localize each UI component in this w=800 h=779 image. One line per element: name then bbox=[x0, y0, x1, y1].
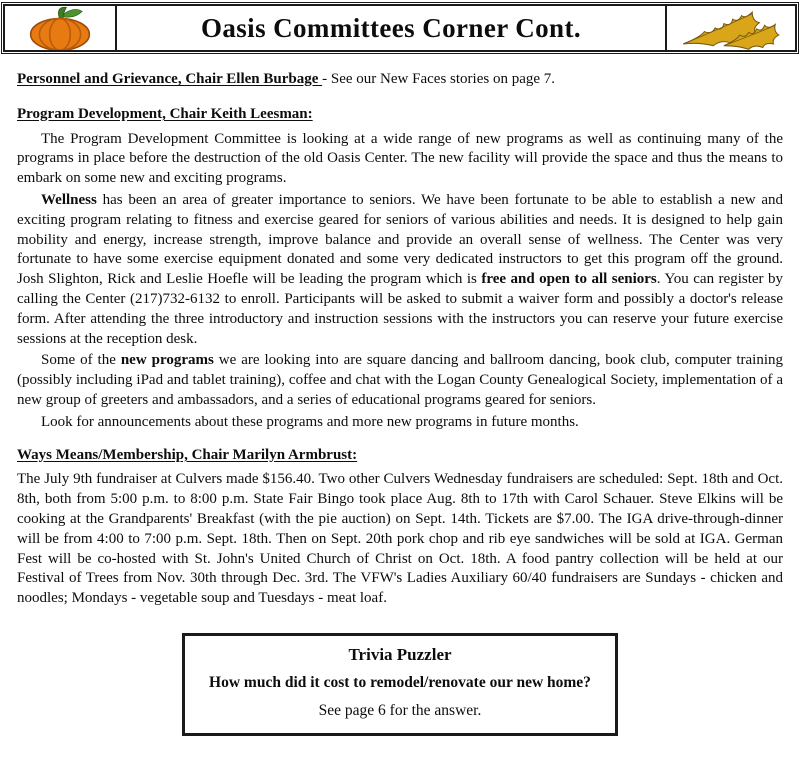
newsletter-page bbox=[0, 4, 800, 779]
program-paragraph-announcements: Look for announcements about these programs and more new programs in future months. bbox=[41, 413, 579, 430]
personnel-grievance-heading: Personnel and Grievance, Chair Ellen Burbage bbox=[17, 71, 323, 87]
trivia-answer: See page 6 for the answer. bbox=[318, 701, 482, 719]
newsletter-body bbox=[0, 52, 800, 736]
personnel-grievance-text: - See our New Faces stories on page 7. bbox=[322, 71, 556, 87]
trivia-question: How much did it cost to remodel/renovate our new home? bbox=[209, 674, 591, 692]
trivia-puzzler-box bbox=[182, 633, 618, 736]
program-paragraph-1: The Program Development Committee is looking at a wide range of new programs as well as continuing many of the programs in place before the destruction of the old Oasis Center. The new facility will provide the space and thus the means to embark on some new and exciting programs. bbox=[17, 130, 783, 187]
ways-means-paragraph: The July 9th fundraiser at Culvers made $156.40. Two other Culvers Wednesday fundraisers are scheduled: Sept. 18th and Oct. 8th, both from 5:00 p.m. to 8:00 p.m. State Fair Bingo took place Aug. 8th to 17th with Carol Schauer. Steve Elkins will be cooking at the Grandparents' Breakfast (with the pie auction) on Sept. 14th. Tickets are $7.00. The IGA drive-through-dinner will be from 4:00 to 7:00 p.m. Sept. 18th. Then on Sept. 20th pork chop and rib eye sandwiches will be sold at IGA. German Fest will be co-hosted with St. John's United Church of Christ on Oct. 18th. A food pantry collection will be held at our Festival of Trees from Nov. 30th through Dec. 3rd. The VFW's Ladies Auxiliary 60/40 fundraisers are Sundays - chicken and noodles; Mondays - vegetable soup and Tuesdays - meat loaf. bbox=[17, 471, 783, 607]
pumpkin-icon bbox=[5, 6, 117, 50]
program-paragraph-wellness: Wellness has been an area of greater importance to seniors. We have been fortunate to be able to establish a new and exciting program relating to fitness and exercise geared for seniors of various abilities and needs. It is designed to help gain mobility and energy, increase strength, improve balance and provide an overall sense of wellness. The Center was very fortunate to have some exercise equipment donated and some very dedicated instructors to get this program off the ground. Josh Slighton, Rick and Leslie Hoefle will be leading the program which is free and open to all seniors. You can register by calling the Center (217)732-6132 to enroll. Participants will be asked to submit a waiver form and possibly a doctor's release form. After attending the three introductory and instruction sessions with the instructors you can reserve your future exercise sessions at the reception desk. bbox=[17, 191, 783, 347]
page-title: Oasis Committees Corner Cont. bbox=[200, 12, 582, 43]
personnel-grievance-line bbox=[17, 70, 783, 90]
masthead bbox=[3, 4, 797, 52]
masthead-title-cell bbox=[117, 6, 665, 50]
trivia-title: Trivia Puzzler bbox=[348, 644, 452, 664]
program-paragraph-new-programs: Some of the new programs we are looking into are square dancing and ballroom dancing, book club, computer training (possibly including iPad and tablet training), coffee and chat with the Logan County Genealogical Society, implementation of a new group of greeters and ambassadors, and a series of educational programs geared for seniors. bbox=[17, 352, 783, 408]
autumn-leaves-icon bbox=[665, 6, 795, 50]
ways-means-heading: Ways Means/Membership, Chair Marilyn Armbrust: bbox=[17, 446, 358, 463]
program-development-heading: Program Development, Chair Keith Leesman: bbox=[17, 105, 313, 122]
